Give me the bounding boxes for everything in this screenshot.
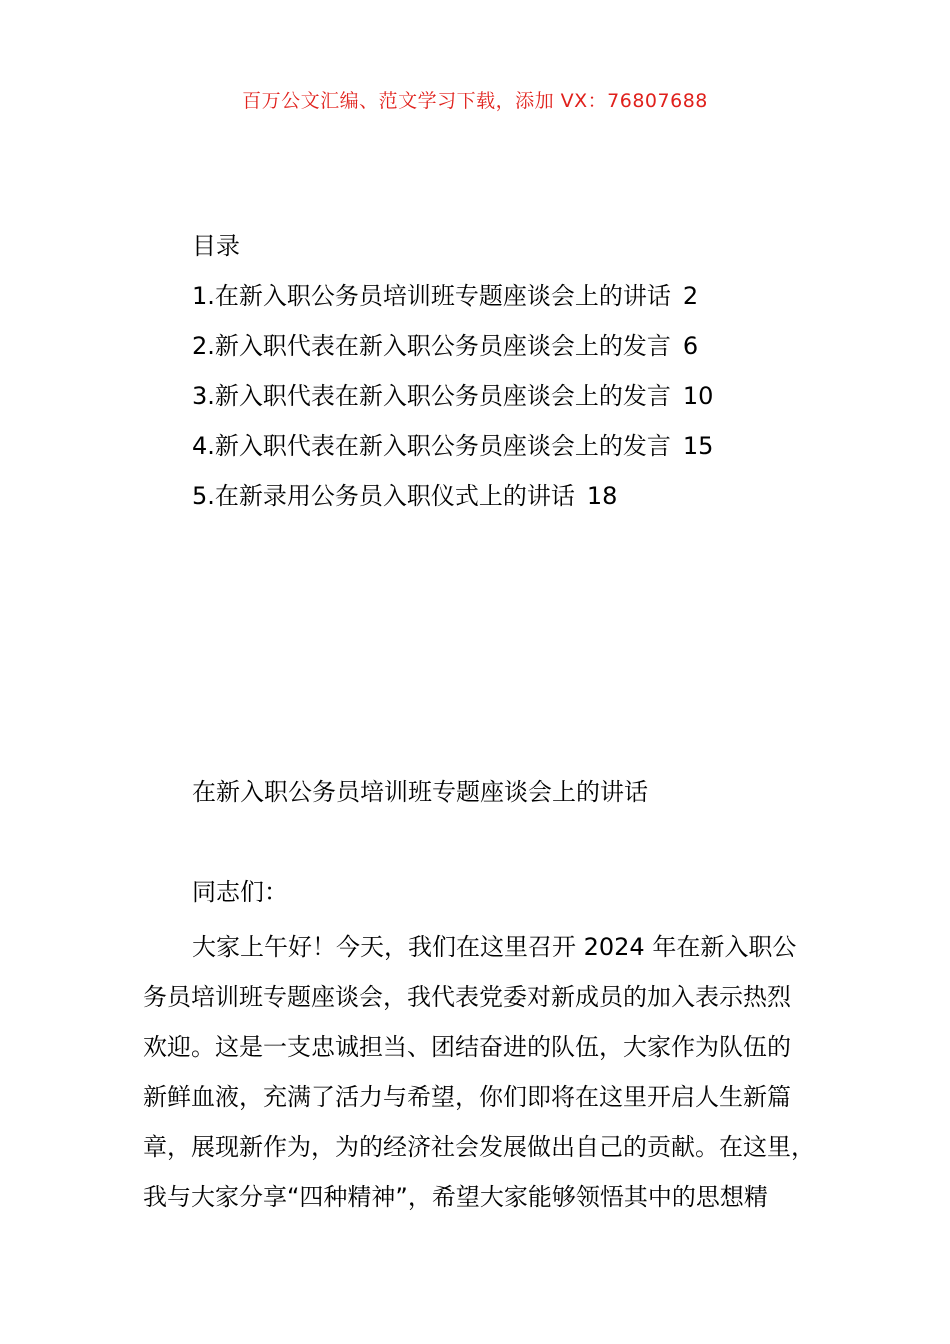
toc-item-page: 10 (682, 382, 714, 410)
watermark-header-note: 百万公文汇编、范文学习下载，添加 VX：76807688 (242, 90, 708, 112)
toc-item-label: 3.新入职代表在新入职公务员座谈会上的发言 (192, 382, 671, 410)
toc-item[interactable] (192, 326, 812, 376)
toc-item-page: 18 (586, 482, 618, 510)
toc-title: 目录 (192, 232, 240, 260)
toc-item-label: 1.在新入职公务员培训班专题座谈会上的讲话 (192, 282, 671, 310)
toc-item-label: 2.新入职代表在新入职公务员座谈会上的发言 (192, 332, 671, 360)
article-greeting: 同志们： (192, 878, 288, 906)
body-line: 大家上午好！今天，我们在这里召开 2024 年在新入职公 (192, 933, 797, 961)
article-body (143, 922, 823, 1222)
toc-item[interactable] (192, 276, 812, 326)
toc-item-label: 4.新入职代表在新入职公务员座谈会上的发言 (192, 432, 671, 460)
body-line: 务员培训班专题座谈会，我代表党委对新成员的加入表示热烈 (143, 983, 791, 1011)
toc-item-label: 5.在新录用公务员入职仪式上的讲话 (192, 482, 575, 510)
article-title: 在新入职公务员培训班专题座谈会上的讲话 (192, 778, 648, 806)
body-line: 章，展现新作为，为的经济社会发展做出自己的贡献。在这里， (143, 1133, 815, 1161)
toc-item-page: 2 (682, 282, 699, 310)
toc-item[interactable] (192, 476, 812, 526)
body-line: 新鲜血液，充满了活力与希望，你们即将在这里开启人生新篇 (143, 1083, 791, 1111)
body-line: 我与大家分享“四种精神”，希望大家能够领悟其中的思想精 (143, 1183, 768, 1211)
toc-item-page: 15 (682, 432, 714, 460)
table-of-contents (192, 226, 812, 526)
toc-item[interactable] (192, 426, 812, 476)
body-line: 欢迎。这是一支忠诚担当、团结奋进的队伍，大家作为队伍的 (143, 1033, 791, 1061)
toc-list (192, 276, 812, 526)
toc-item[interactable] (192, 376, 812, 426)
toc-item-page: 6 (682, 332, 699, 360)
